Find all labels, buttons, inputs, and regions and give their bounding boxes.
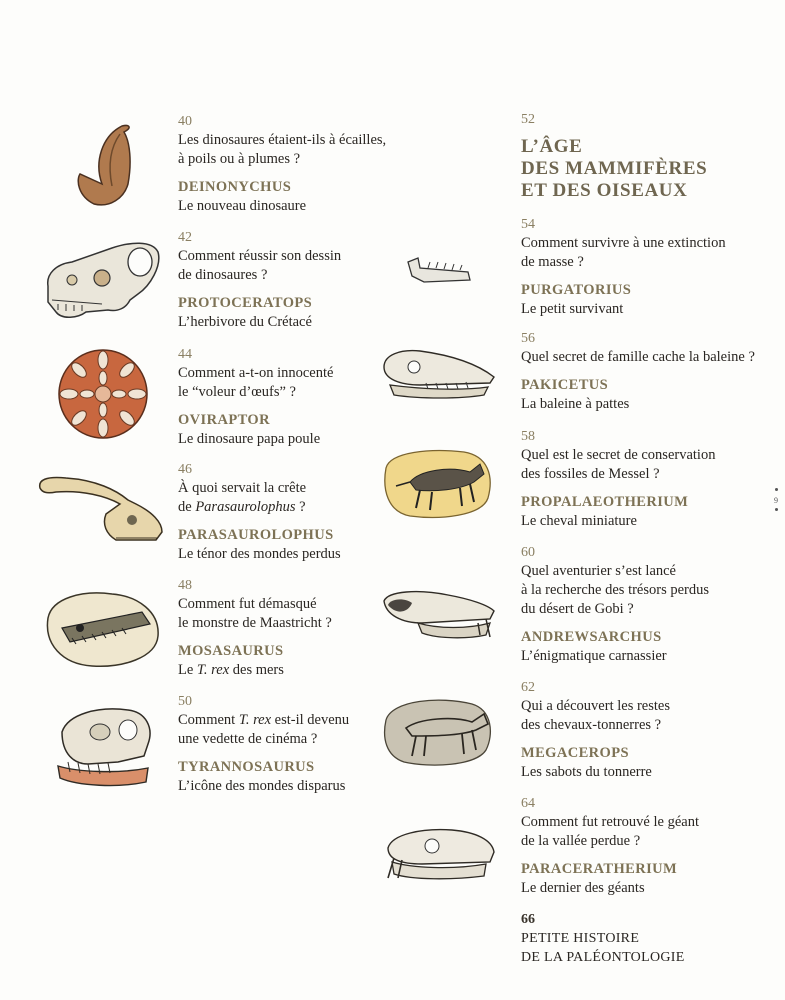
protoceratops-skull-icon: [42, 238, 162, 322]
toc-entry-42[interactable]: [178, 230, 508, 332]
entry-subtitle: L’herbivore du Crétacé: [178, 314, 312, 330]
paraceratherium-skull-icon: [382, 822, 498, 882]
page-number: 64: [521, 796, 535, 811]
entry-heading: PARACERATHERIUM: [521, 861, 678, 877]
entry-heading: TYRANNOSAURUS: [178, 759, 315, 775]
toc-entry-66[interactable]: [521, 912, 785, 967]
entry-question: Comment réussir son dessin de dinosaures ?: [178, 248, 342, 283]
entry-title: PETITE HISTOIRE DE LA PALÉONTOLOGIE: [521, 931, 685, 965]
entry-subtitle: L’icône des mondes disparus: [178, 778, 346, 794]
toc-entry-48[interactable]: [178, 578, 508, 680]
entry-heading: PROTOCERATOPS: [178, 295, 313, 311]
folio-marker: [775, 488, 778, 520]
page-number: 56: [521, 331, 535, 346]
entry-question: Qui a découvert les restes des chevaux-tonnerres ?: [521, 698, 670, 733]
page-number: 54: [521, 217, 535, 232]
toc-entry-60[interactable]: [521, 545, 785, 666]
toc-entry-44[interactable]: [178, 347, 508, 449]
entry-question: Comment fut retrouvé le géant de la vallée perdue ?: [521, 814, 699, 849]
entry-heading: DEINONYCHUS: [178, 179, 292, 195]
entry-heading: MEGACEROPS: [521, 745, 629, 761]
toc-entry-46[interactable]: [178, 462, 508, 564]
folio-number: 9: [774, 496, 778, 505]
toc-entry-58[interactable]: [521, 429, 785, 531]
page-number: 62: [521, 680, 535, 695]
entry-subtitle: L’énigmatique carnassier: [521, 648, 667, 664]
section-page-number: 52: [521, 112, 535, 127]
toc-entry-62[interactable]: [521, 680, 785, 782]
entry-question: Quel secret de famille cache la baleine ?: [521, 349, 755, 365]
page-number: 40: [178, 114, 192, 129]
entry-subtitle: La baleine à pattes: [521, 396, 630, 412]
entry-subtitle: Le dernier des géants: [521, 880, 645, 896]
entry-heading: PURGATORIUS: [521, 282, 632, 298]
entry-subtitle: Le ténor des mondes perdus: [178, 546, 341, 562]
entry-question: Quel est le secret de conservation des fossiles de Messel ?: [521, 447, 716, 482]
claw-icon: [72, 122, 136, 210]
entry-subtitle: Le dinosaure papa poule: [178, 431, 321, 447]
entry-heading: PAKICETUS: [521, 377, 609, 393]
toc-entry-50[interactable]: [178, 694, 508, 796]
toc-entry-54[interactable]: [521, 217, 785, 319]
entry-question: Comment survivre à une extinction de masse ?: [521, 235, 726, 270]
entry-subtitle: Le petit survivant: [521, 301, 624, 317]
page-number: 66: [521, 912, 535, 927]
page-number: 42: [178, 230, 192, 245]
entry-question: Quel aventurier s’est lancé à la recherche des trésors perdus du désert de Gobi ?: [521, 563, 710, 617]
entry-question: Les dinosaures étaient-ils à écailles, à poils ou à plumes ?: [178, 132, 387, 167]
page-number: 60: [521, 545, 535, 560]
page-number: 48: [178, 578, 192, 593]
entry-question: Comment fut démasqué le monstre de Maastricht ?: [178, 596, 332, 631]
section-title[interactable]: L’ÂGE DES MAMMIFÈRES ET DES OISEAUX: [521, 136, 708, 201]
toc-entry-64[interactable]: [521, 796, 785, 898]
entry-heading: MOSASAURUS: [178, 643, 284, 659]
entry-question: Comment T. rex est-il devenu une vedette de cinéma ?: [178, 712, 350, 747]
toc-entry-40[interactable]: [178, 114, 508, 216]
page-number: 46: [178, 462, 192, 477]
entry-question: À quoi servait la crête de Parasaurolophus ?: [178, 480, 307, 515]
toc-entry-56[interactable]: [521, 331, 785, 414]
entry-subtitle: Le T. rex des mers: [178, 662, 284, 678]
page-number: 44: [178, 347, 192, 362]
egg-nest-icon: [56, 348, 150, 440]
mosasaurus-fossil-icon: [42, 588, 162, 670]
trex-skull-icon: [48, 702, 156, 790]
entry-heading: PARASAUROLOPHUS: [178, 527, 334, 543]
entry-heading: PROPALAEOTHERIUM: [521, 494, 689, 510]
page-number: 58: [521, 429, 535, 444]
entry-heading: ANDREWSARCHUS: [521, 629, 662, 645]
parasaurolophus-skull-icon: [36, 474, 166, 550]
page-number: 50: [178, 694, 192, 709]
entry-subtitle: Le nouveau dinosaure: [178, 198, 307, 214]
entry-subtitle: Le cheval miniature: [521, 513, 637, 529]
entry-question: Comment a-t-on innocenté le “voleur d’œufs” ?: [178, 365, 334, 400]
entry-heading: OVIRAPTOR: [178, 412, 270, 428]
entry-subtitle: Les sabots du tonnerre: [521, 764, 652, 780]
